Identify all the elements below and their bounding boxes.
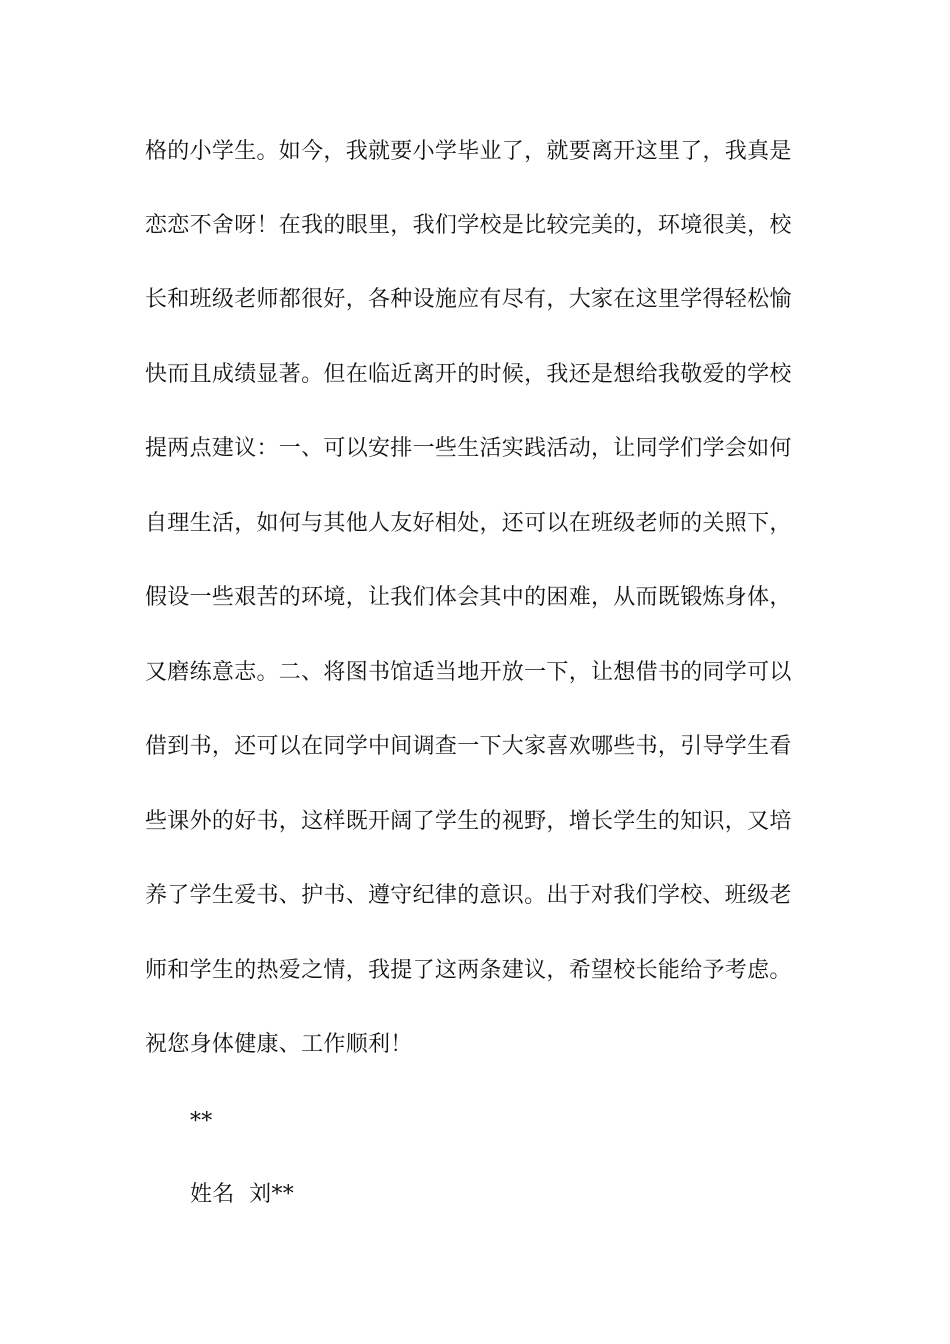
body-line-9: 借到书，还可以在同学中间调查一下大家喜欢哪些书，引导学生看 xyxy=(145,734,792,759)
body-line-3: 长和班级老师都很好，各种设施应有尽有，大家在这里学得轻松愉 xyxy=(145,287,792,312)
body-line-4: 快而且成绩显著。但在临近离开的时候，我还是想给我敬爱的学校 xyxy=(145,362,792,387)
body-line-8: 又磨练意志。二、将图书馆适当地开放一下，让想借书的同学可以 xyxy=(145,660,792,685)
body-line-12: 师和学生的热爱之情，我提了这两条建议，希望校长能给予考虑。 xyxy=(145,958,792,983)
body-line-7: 假设一些艰苦的环境，让我们体会其中的困难，从而既锻炼身体， xyxy=(145,585,792,610)
body-line-5: 提两点建议：一、可以安排一些生活实践活动，让同学们学会如何 xyxy=(145,436,792,461)
body-line-2: 恋恋不舍呀！在我的眼里，我们学校是比较完美的，环境很美，校 xyxy=(145,213,792,238)
body-line-6: 自理生活，如何与其他人友好相处，还可以在班级老师的关照下， xyxy=(145,511,792,536)
signature-name: 姓名 刘** xyxy=(190,1182,295,1207)
body-line-11: 养了学生爱书、护书、遵守纪律的意识。出于对我们学校、班级老 xyxy=(145,883,792,908)
closing-greeting: 祝您身体健康、工作顺利！ xyxy=(145,1032,413,1057)
body-line-1: 格的小学生。如今，我就要小学毕业了，就要离开这里了，我真是 xyxy=(145,139,792,164)
signature-class: ** xyxy=(190,1109,213,1134)
body-line-10: 些课外的好书，这样既开阔了学生的视野，增长学生的知识，又培 xyxy=(145,809,792,834)
